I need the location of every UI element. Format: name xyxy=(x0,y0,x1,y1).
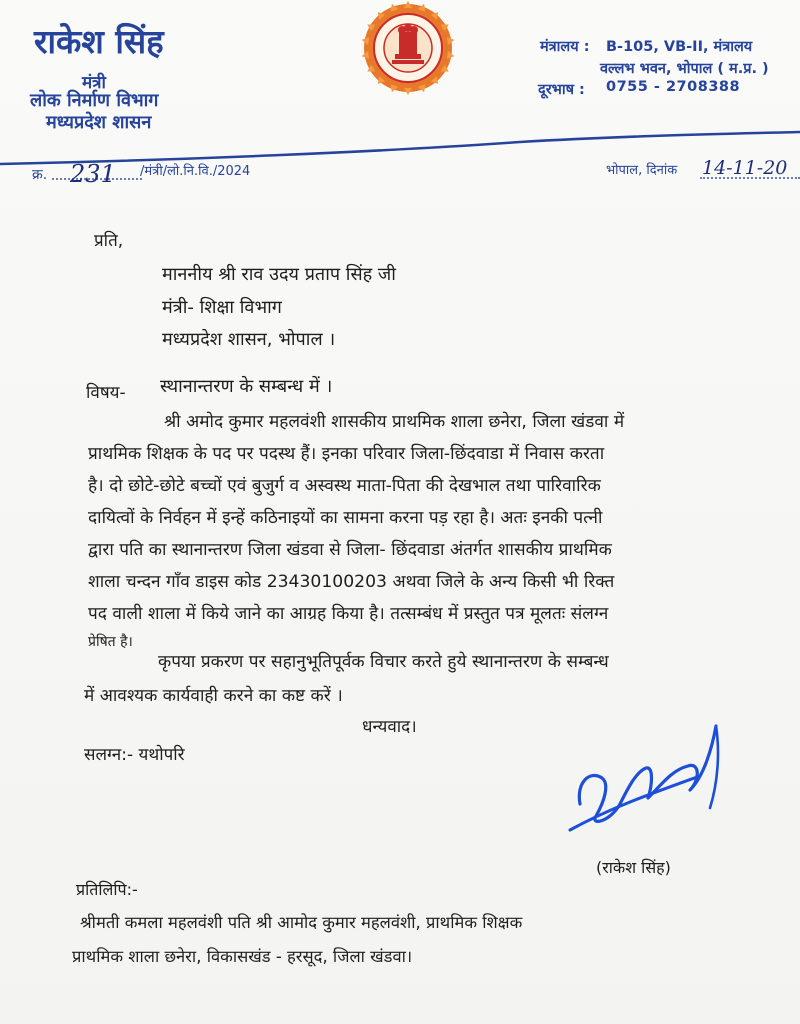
subject-label: विषय- xyxy=(86,383,126,403)
date-value: 14-11-20 xyxy=(702,157,788,179)
letterhead-government: मध्यप्रदेश शासन xyxy=(46,112,152,133)
letterhead-title: मंत्री xyxy=(82,73,106,93)
to-label: प्रति, xyxy=(94,231,124,251)
body-line: दायित्वों के निर्वहन में इन्हें कठिनाइयों का सामना करना पड़ रहा है। अतः इनकी पत्नी xyxy=(88,508,603,528)
recipient-line-2: मंत्री- शिक्षा विभाग xyxy=(162,297,282,318)
office-address-line2: वल्लभ भवन, भोपाल ( म.प्र. ) xyxy=(600,61,769,77)
body-line: प्राथमिक शिक्षक के पद पर पदस्थ हैं। इनका परिवार जिला-छिंदवाडा में निवास करता xyxy=(88,444,605,464)
body-line: श्री अमोद कुमार महलवंशी शासकीय प्राथमिक शाला छनेरा, जिला खंडवा में xyxy=(164,412,625,432)
copy-label: प्रतिलिपि:- xyxy=(76,880,138,899)
body-line: पद वाली शाला में किये जाने का आग्रह किया है। तत्सम्बंध में प्रस्तुत पत्र मूलतः संलग्न xyxy=(88,604,609,624)
body-line: प्रेषित है। xyxy=(88,634,133,650)
body-line: द्वारा पति का स्थानान्तरण जिला खंडवा से जिला- छिंदवाडा अंतर्गत शासकीय प्राथमिक xyxy=(88,540,612,560)
reference-suffix: /मंत्री/लो.नि.वि./2024 xyxy=(140,164,251,179)
request-line: में आवश्यक कार्यवाही करने का कष्ट करें । xyxy=(84,686,343,706)
reference-prefix: क्र. xyxy=(32,167,48,183)
letterhead-department: लोक निर्माण विभाग xyxy=(30,90,159,111)
office-label: मंत्रालय : xyxy=(540,39,590,55)
body-line: है। दो छोटे-छोटे बच्चों एवं बुजुर्ग व अस्वस्थ माता-पिता की देखभाल तथा पारिवारिक xyxy=(88,476,601,496)
office-value: B-105, VB-II, मंत्रालय xyxy=(606,39,753,55)
reference-number: 231 xyxy=(70,160,116,188)
signature-scribble-icon xyxy=(550,712,770,852)
body-line: शाला चन्दन गाँव डाइस कोड 23430100203 अथवा जिले के अन्य किसी भी रिक्त xyxy=(88,572,615,592)
phone-label: दूरभाष : xyxy=(538,82,585,98)
copy-line-2: प्राथमिक शाला छनेरा, विकासखंड - हरसूद, जिला खंडवा। xyxy=(72,947,413,966)
date-label: भोपाल, दिनांक xyxy=(606,163,678,178)
phone-value: 0755 - 2708388 xyxy=(606,79,741,95)
request-line: कृपया प्रकरण पर सहानुभूतिपूर्वक विचार करते हुये स्थानान्तरण के सम्बन्ध xyxy=(158,652,609,672)
recipient-line-3: मध्यप्रदेश शासन, भोपाल । xyxy=(162,329,336,350)
subject-text: स्थानान्तरण के सम्बन्ध में । xyxy=(160,376,333,397)
recipient-line-1: माननीय श्री राव उदय प्रताप सिंह जी xyxy=(162,264,396,285)
thanks-text: धन्यवाद। xyxy=(362,717,417,737)
copy-line-1: श्रीमती कमला महलवंशी पति श्री आमोद कुमार महलवंशी, प्राथमिक शिक्षक xyxy=(80,913,523,932)
state-emblem-icon xyxy=(352,0,464,96)
enclosure-text: सलग्न:- यथोपरि xyxy=(84,745,185,765)
signatory-name: (राकेश सिंह) xyxy=(596,858,671,877)
letterhead-name: राकेश सिंह xyxy=(34,22,164,61)
